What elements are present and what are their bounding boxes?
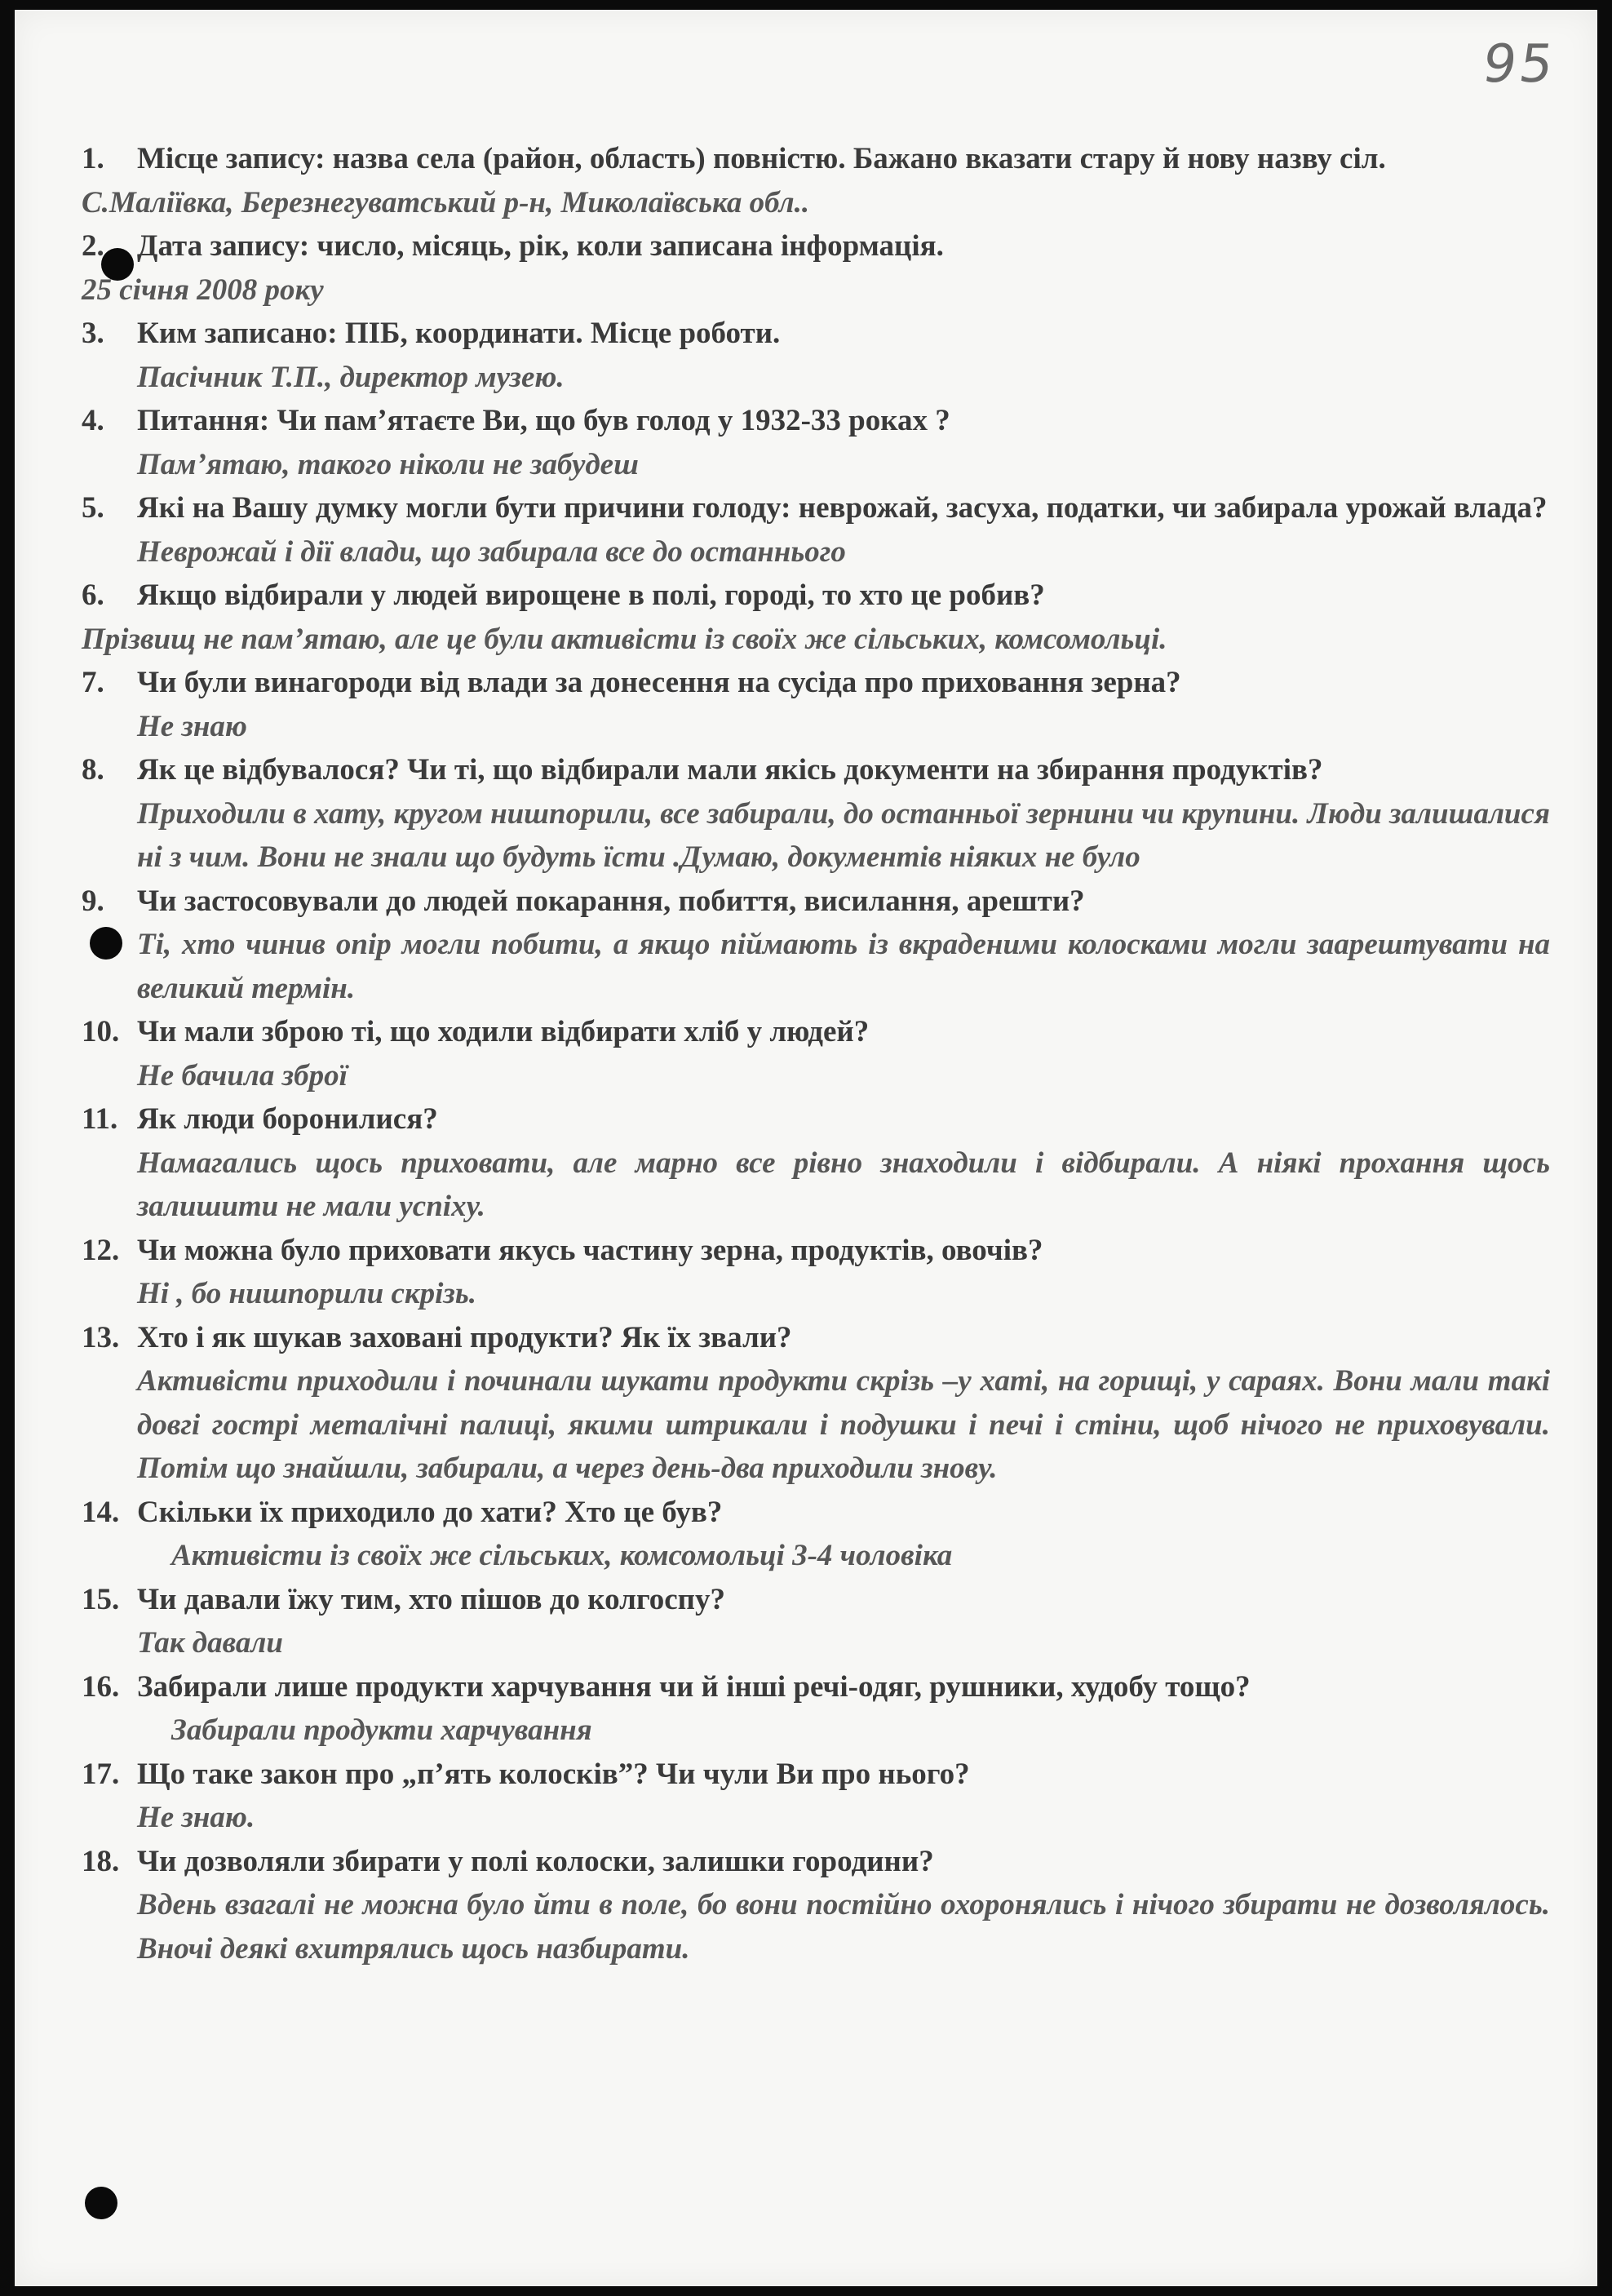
punch-hole [85, 2187, 117, 2219]
question [82, 1840, 1550, 1884]
answer: Не знаю. [137, 1801, 255, 1834]
question-text: Які на Вашу думку могли бути причини голоду: неврожай, засуха, податки, чи забирала урожай влада? [137, 491, 1548, 525]
answer: Прізвищ не пам’ятаю, але це були активісти із своїх же сільських, комсомольці. [82, 622, 1167, 656]
answer: Активісти приходили і починали шукати продукти скрізь –у хаті, на горищі, у сараях. Вони мали такі довгі гострі металічні палиці, якими штрикали і подушки і печі і стіни, щоб нічого не приховували. Потім що знайшли, забирали, а через день-два приходили знову. [137, 1364, 1550, 1485]
question [82, 1578, 1550, 1622]
question-number: 11. [82, 1102, 118, 1136]
answer: Вдень взагалі не можна було йти в поле, бо вони постійно охоронялись і нічого збирати не дозволялось. Вночі деякі вхитрялись щось назбирати. [137, 1888, 1550, 1966]
question-text: Хто і як шукав заховані продукти? Як їх звали? [137, 1320, 792, 1354]
question-text: Скільки їх приходило до хати? Хто це був? [137, 1495, 723, 1529]
answer: Не бачила зброї [137, 1058, 348, 1093]
question-number: 6. [82, 578, 104, 612]
question [82, 1665, 1550, 1709]
question-text: Якщо відбирали у людей вирощене в полі, городі, то хто це робив? [137, 578, 1045, 612]
question-text: Чи застосовували до людей покарання, побиття, висилання, арешти? [137, 884, 1085, 918]
question [82, 1316, 1550, 1360]
question-number: 12. [82, 1233, 120, 1267]
question-text: Місце запису: назва села (район, область) повністю. Бажано вказати стару й нову назву сіл. [137, 142, 1386, 175]
question-text: Чи були винагороди від влади за донесення на сусіда про приховання зерна? [137, 666, 1181, 699]
question [82, 399, 1550, 443]
question-text: Чи можна було приховати якусь частину зерна, продуктів, овочів? [137, 1233, 1043, 1267]
question-number: 18. [82, 1844, 120, 1878]
question [82, 312, 1550, 356]
answer: Намагались щось приховати, але марно все рівно знаходили і відбирали. А ніякі прохання щось залишити не мали успіху. [137, 1146, 1550, 1223]
question-number: 1. [82, 142, 104, 175]
question-text: Чи мали зброю ті, що ходили відбирати хліб у людей? [137, 1015, 870, 1048]
question-text: Дата запису: число, місяць, рік, коли записана інформація. [137, 229, 944, 263]
answer: Активісти із своїх же сільських, комсомольці 3-4 чоловіка [171, 1539, 953, 1572]
question [82, 1491, 1550, 1535]
answer: Не знаю [137, 709, 247, 743]
question-number: 15. [82, 1582, 120, 1616]
question-number: 14. [82, 1495, 120, 1529]
question-number: 5. [82, 491, 104, 525]
question-text: Як люди боронилися? [137, 1102, 438, 1136]
question-number: 3. [82, 317, 104, 350]
answer: Забирали продукти харчування [171, 1713, 592, 1747]
question-text: Чи давали їжу тим, хто пішов до колгоспу? [137, 1582, 725, 1616]
question [82, 880, 1550, 924]
question [82, 137, 1550, 181]
answer: Ті, хто чинив опір могли побити, а якщо піймають із вкраденими колосками могли заарештувати на великий термін. [137, 928, 1550, 1005]
question-number: 17. [82, 1757, 120, 1791]
answer: 25 січня 2008 року [82, 273, 324, 307]
question-text: Як це відбувалося? Чи ті, що відбирали мали якісь документи на збирання продуктів? [137, 753, 1323, 787]
answer: Пам’ятаю, такого ніколи не забудеш [137, 447, 639, 481]
question [82, 661, 1550, 705]
questionnaire [82, 137, 1550, 1970]
answer: Приходили в хату, кругом нишпорили, все забирали, до останньої зернини чи крупини. Люди залишалися ні з чим. Вони не знали що будуть їсти .Думаю, документів ніяких не було [137, 796, 1550, 874]
question [82, 748, 1550, 792]
question-number: 13. [82, 1320, 120, 1354]
answer: Так давали [137, 1626, 283, 1660]
document-page [15, 10, 1597, 2286]
question-text: Питання: Чи пам’ятаєте Ви, що був голод у 1932-33 роках ? [137, 404, 950, 437]
question-number: 8. [82, 753, 104, 787]
page-number: 95 [1478, 34, 1561, 95]
answer: С.Маліївка, Березнегуватський р-н, Миколаївська обл.. [82, 185, 810, 219]
question [82, 1753, 1550, 1797]
question [82, 1229, 1550, 1273]
question-number: 4. [82, 404, 104, 437]
question-text: Чи дозволяли збирати у полі колоски, залишки городини? [137, 1844, 934, 1878]
question [82, 574, 1550, 618]
question-number: 2. [82, 229, 104, 263]
question-text: Ким записано: ПІБ, координати. Місце роботи. [137, 317, 781, 350]
answer: Неврожай і дії влади, що забирала все до останнього [137, 534, 846, 569]
answer: Пасічник Т.П., директор музею. [137, 360, 565, 394]
question-number: 10. [82, 1015, 120, 1048]
question [82, 486, 1550, 530]
question [82, 1010, 1550, 1054]
question-number: 16. [82, 1669, 120, 1704]
question-number: 9. [82, 884, 104, 918]
question-number: 7. [82, 666, 104, 699]
question-text: Забирали лише продукти харчування чи й інші речі-одяг, рушники, худобу тощо? [137, 1669, 1251, 1704]
question [82, 1097, 1550, 1141]
question-text: Що таке закон про „п’ять колосків”? Чи чули Ви про нього? [137, 1757, 970, 1791]
answer: Ні , бо нишпорили скрізь. [137, 1277, 476, 1310]
question [82, 224, 1550, 268]
